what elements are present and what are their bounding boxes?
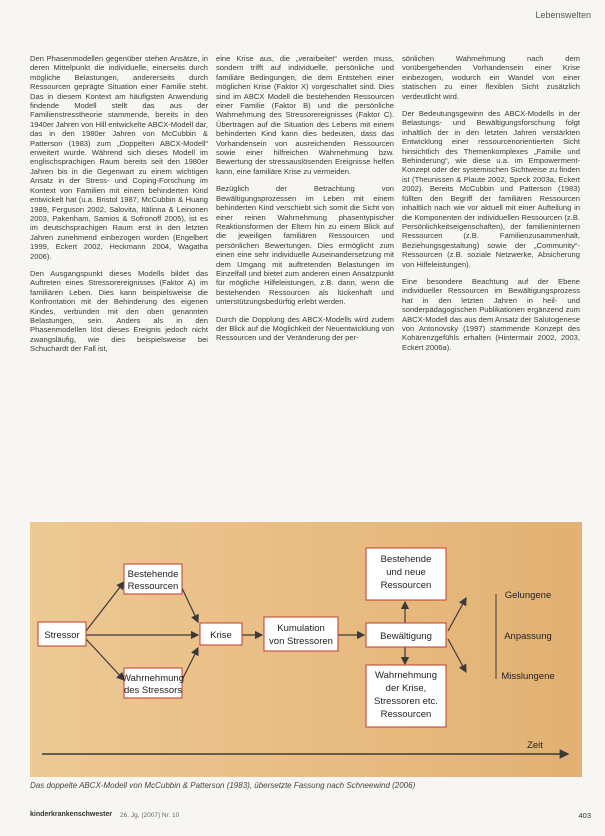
figure-caption: Das doppelte ABCX-Modell von McCubbin & Patterson (1983), übersetzte Fassung nach Schneewind (2006)	[30, 781, 416, 790]
stressor-perception-label: Wahrnehmung	[122, 673, 184, 684]
time-axis-label: Zeit	[527, 740, 543, 751]
crisis-perception-label: Stressoren etc.	[374, 696, 438, 707]
page-footer	[30, 811, 591, 823]
existing-resources-label: Ressourcen	[127, 581, 179, 592]
crisis-label: Krise	[210, 630, 232, 641]
failed-outcome-label: Misslungene	[501, 671, 555, 682]
text-column-2	[216, 54, 394, 526]
accumulation-label: Kumulation	[277, 623, 325, 634]
paragraph: Den Phasenmodellen gegenüber stehen Ansätze, in deren Mittelpunkt die individuelle, einerseits durch mögliche Belastungen, andererseits durch Ressourcen geprägte Situation einer Familie steht. Das in diesem Kontext am häufigsten Anwendung findende Modell stellt das aus der Familienstresstheorie stammende, bereits in den 1940er Jahren von Hill entwickelte ABCX-Modell dar, das in den 1980er Jahren von McCubbin & Patterson (1983) zum „Doppelten ABCX-Modell“ erweitert wurde. Während sich dieses Modell im englischsprachigen Raum bereits seit den 1980er Jahren bis in die Gegenwart zu einem wichtigen Ansatz in der Stress- und Coping-Forschung im Kontext von Familien mit einem behinderten Kind entwickelt hat (u.a. Bristol 1987, McCubbin & Huang 1989, Ferguson 2002, Salovita, Itälinna & Leinonen 2003, Pakenham, Samios & Sofronoff 2005), ist es im deutschsprachigen Raum erst in den letzten Jahren zunehmend einbezogen worden (Engelbert 1999, Eckert 2002, Heckmann 2004, Wagatha 2006).	[30, 54, 208, 261]
paragraph: Durch die Dopplung des ABCX-Modells wird zudem der Blick auf die Möglichkeit der Neuentwicklung von Ressourcen und der Veränderung der per-	[216, 314, 394, 343]
diagram-svg	[30, 522, 582, 777]
page-number: 403	[578, 811, 591, 820]
paragraph: Eine besondere Beachtung auf der Ebene individueller Ressourcen im Bewältigungsprozess hat in den letzten Jahren in heil- und sonderpädagogischen Publikationen ergänzend zum ABCX-Modell das aus dem Ansatz der Salutogenese von Antonovsky (1997) stammende Konzept des Kohärenzgefühls erhalten (Hintermair 2002, 2003, Eckert 2006a).	[402, 276, 580, 352]
crisis-perception-label: der Krise,	[385, 683, 427, 694]
crisis-perception-label: Ressourcen	[380, 709, 432, 720]
paragraph: Bezüglich der Betrachtung von Bewältigungsprozessen im Leben mit einem behinderten Kind verschiebt sich somit die Sicht von einer reinen Wahrnehmung phasentypischer Reaktionsformen der Eltern hin zu einem Blick auf die jeweiligen familiären Ressourcen und persönlichen Bewertungen. Dies ermöglicht zum einen eine sehr individuelle Auseinandersetzung mit dem Umgang mit auftretenden Belastungen im Einzelfall und bietet zum anderen einen Ansatzpunkt für mögliche Hilfeleistungen, z.B. dann, wenn die bestehenden Ressourcen als lückenhaft und unterstützungsbedürftig erlebt werden.	[216, 184, 394, 307]
paragraph: Der Bedeutungsgewinn des ABCX-Modells in der Belastungs- und Bewältigungsforschung folgt inhaltlich der in den letzten Jahren verstärkten Entwicklung einer ressourcenorientierten Sicht hinsichtlich des Themenkomplexes „Familie und Behinderung“, wie diese u.a. im Empowerment-Konzept oder der systemischen Sichtweise zu finden ist (Theunissen & Plaute 2002, Speck 2003a, Eckert 2002). Bereits McCubbin und Patterson (1983) füllten den Begriff der familiären Ressourcen inhaltlich nach wie vor aktuell mit einer Aufteilung in die Komponenten der individuellen Ressourcen (z.B. Persönlichkeitseigenschaften), der familieninternen Ressourcen (z.B. Familienzusammenhalt, Beziehungsgestaltung) sowie der „Community“-Ressourcen (z.B. soziale Netzwerke, Absicherung von Hilfeleistungen).	[402, 109, 580, 269]
article-body	[30, 54, 580, 526]
magazine-title: kinderkrankenschwester	[30, 811, 113, 818]
abcx-model-diagram	[30, 522, 582, 822]
new-resources-label: und neue	[386, 567, 426, 578]
stressor-perception-label: des Stressors	[123, 685, 183, 696]
successful-outcome-label: Gelungene	[504, 590, 552, 601]
crisis-perception-label: Wahrnehmung	[375, 670, 437, 681]
paragraph: eine Krise aus, die „verarbeitet“ werden muss, sondern trifft auf individuelle, persönliche und familiäre Bedingungen, die dem Entstehen einer möglichen Krise (Faktor X) vorgeschaltet sind. Dies sind im ABCX Modell die bestehenden Ressourcen einer Familie (Faktor B) und die persönliche Wahrnehmung des Stressorereignisses (Faktor C). Übertragen auf die Situation des Lebens mit einem behinderten Kind kann dies bedeuten, dass das Vorhandensein von ausreichenden Ressourcen sowie einer hilfreichen Wahrnehmung bzw. Bewertung der stressauslösenden Ereignisse helfen kann, eine familiäre Krise zu vermeiden.	[216, 54, 394, 176]
text-column-1	[30, 54, 208, 526]
issue-info: 26. Jg. (2007) Nr. 10	[120, 812, 180, 819]
existing-resources-label: Bestehende	[127, 569, 179, 580]
text-column-3	[402, 54, 580, 526]
paragraph: Den Ausgangspunkt dieses Modells bildet das Auftreten eines Stressorereignisses (Faktor A) im familiären Leben. Dies kann beispielsweise die Konfrontation mit der Behinderung des eigenen Kindes, verbunden mit den oben genannten Belastungen, sein. Anders als in den Phasenmodellen löst dieses Ereignis jedoch nicht zwangsläufig, wie dies beispielsweise bei Schuchardt der Fall ist,	[30, 268, 208, 354]
stressor-label: Stressor	[44, 630, 80, 641]
new-resources-label: Ressourcen	[380, 580, 432, 591]
accumulation-label: von Stressoren	[269, 636, 333, 647]
adaptation-label: Anpassung	[504, 631, 552, 642]
section-title: Lebenswelten	[535, 10, 591, 20]
coping-label: Bewältigung	[380, 631, 432, 642]
paragraph: sönlichen Wahrnehmung nach dem vorübergehenden Vorhandensein einer Krise einbezogen, wodurch ein Wandel von einer statischen zu einer flexiblen Sicht zusätzlich verdeutlicht wird.	[402, 54, 580, 101]
new-resources-label: Bestehende	[380, 554, 432, 565]
